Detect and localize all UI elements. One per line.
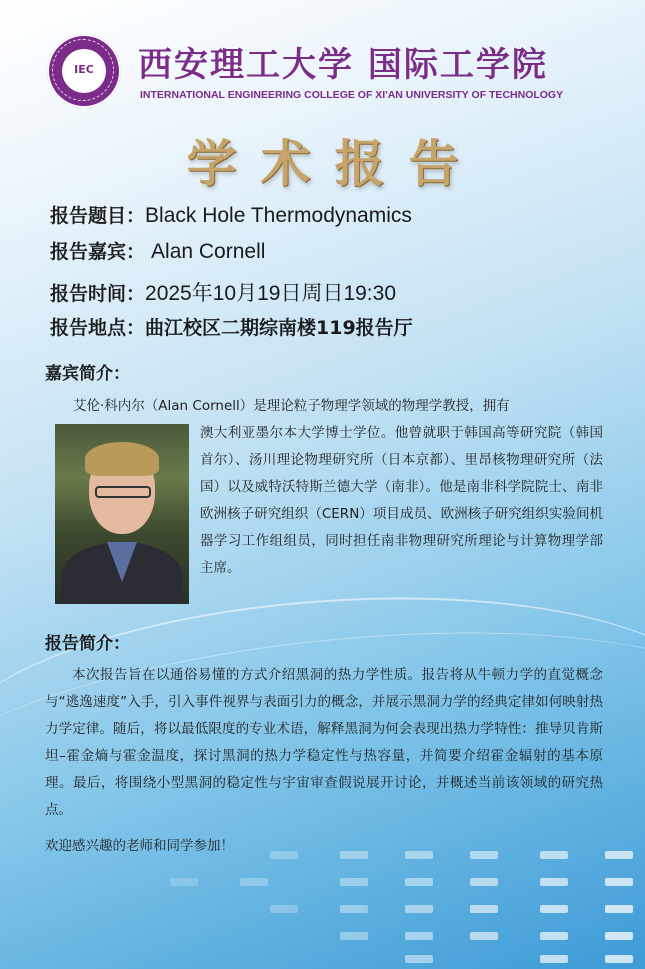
closing-text: 欢迎感兴趣的老师和同学参加！ (45, 838, 234, 854)
poster-title: 学术报告 (186, 134, 483, 193)
place-row (50, 313, 413, 340)
place-value: 曲江校区二期综南楼119报告厅 (145, 317, 413, 339)
topic-value: Black Hole Thermodynamics (145, 204, 412, 227)
speaker-photo (55, 424, 189, 604)
abstract-text: 本次报告旨在以通俗易懂的方式介绍黑洞的热力学性质。报告将从牛顿力学的直觉概念与“逃逸速度”入手，引入事件视界与表面引力的概念，并展示黑洞力学的经典定律如何映射热力学定律。随后，将以最低限度的专业术语，解释黑洞为何会表现出热力学特性：推导贝肯斯坦–霍金熵与霍金温度，探讨黑洞的热力学稳定性与热容量，并简要介绍霍金辐射的基本原理。最后，将围绕小型黑洞的稳定性与宇宙审查假说展开讨论，并概述当前该领域的研究热点。 (45, 667, 603, 818)
topic-label: 报告题目： (50, 205, 146, 227)
place-label: 报告地点： (50, 317, 146, 339)
topic-row (50, 201, 412, 228)
logo-text: IEC (74, 63, 94, 76)
time-label: 报告时间： (50, 283, 146, 305)
abstract-heading: 报告简介： (45, 634, 130, 654)
time-value: 2025年10月19日周日19:30 (145, 282, 397, 305)
bio-text: 澳大利亚墨尔本大学博士学位。他曾就职于韩国高等研究院（韩国首尔）、汤川理论物理研究所（日本京都）、里昂核物理研究所（法国）以及威特沃特斯兰德大学（南非）。他是南非科学院院士、南非欧洲核子研究组织（CERN）项目成员、欧洲核子研究组织实验间机器学习工作组组员，同时担任南非物理研究所理论与计算物理学部主席。 (200, 425, 603, 576)
speaker-label: 报告嘉宾： (50, 241, 146, 263)
bio-heading: 嘉宾简介： (45, 364, 130, 384)
speaker-row (50, 237, 265, 264)
time-row (50, 277, 396, 307)
university-name-en: INTERNATIONAL ENGINEERING COLLEGE OF XI'AN UNIVERSITY OF TECHNOLOGY (140, 89, 564, 101)
college-logo (47, 34, 121, 108)
university-name-cn: 西安理工大学 国际工学院 (138, 45, 548, 85)
bio-first-line: 艾伦·科内尔（Alan Cornell）是理论粒子物理学领域的物理学教授，拥有 (73, 398, 510, 414)
speaker-value: Alan Cornell (151, 240, 266, 263)
